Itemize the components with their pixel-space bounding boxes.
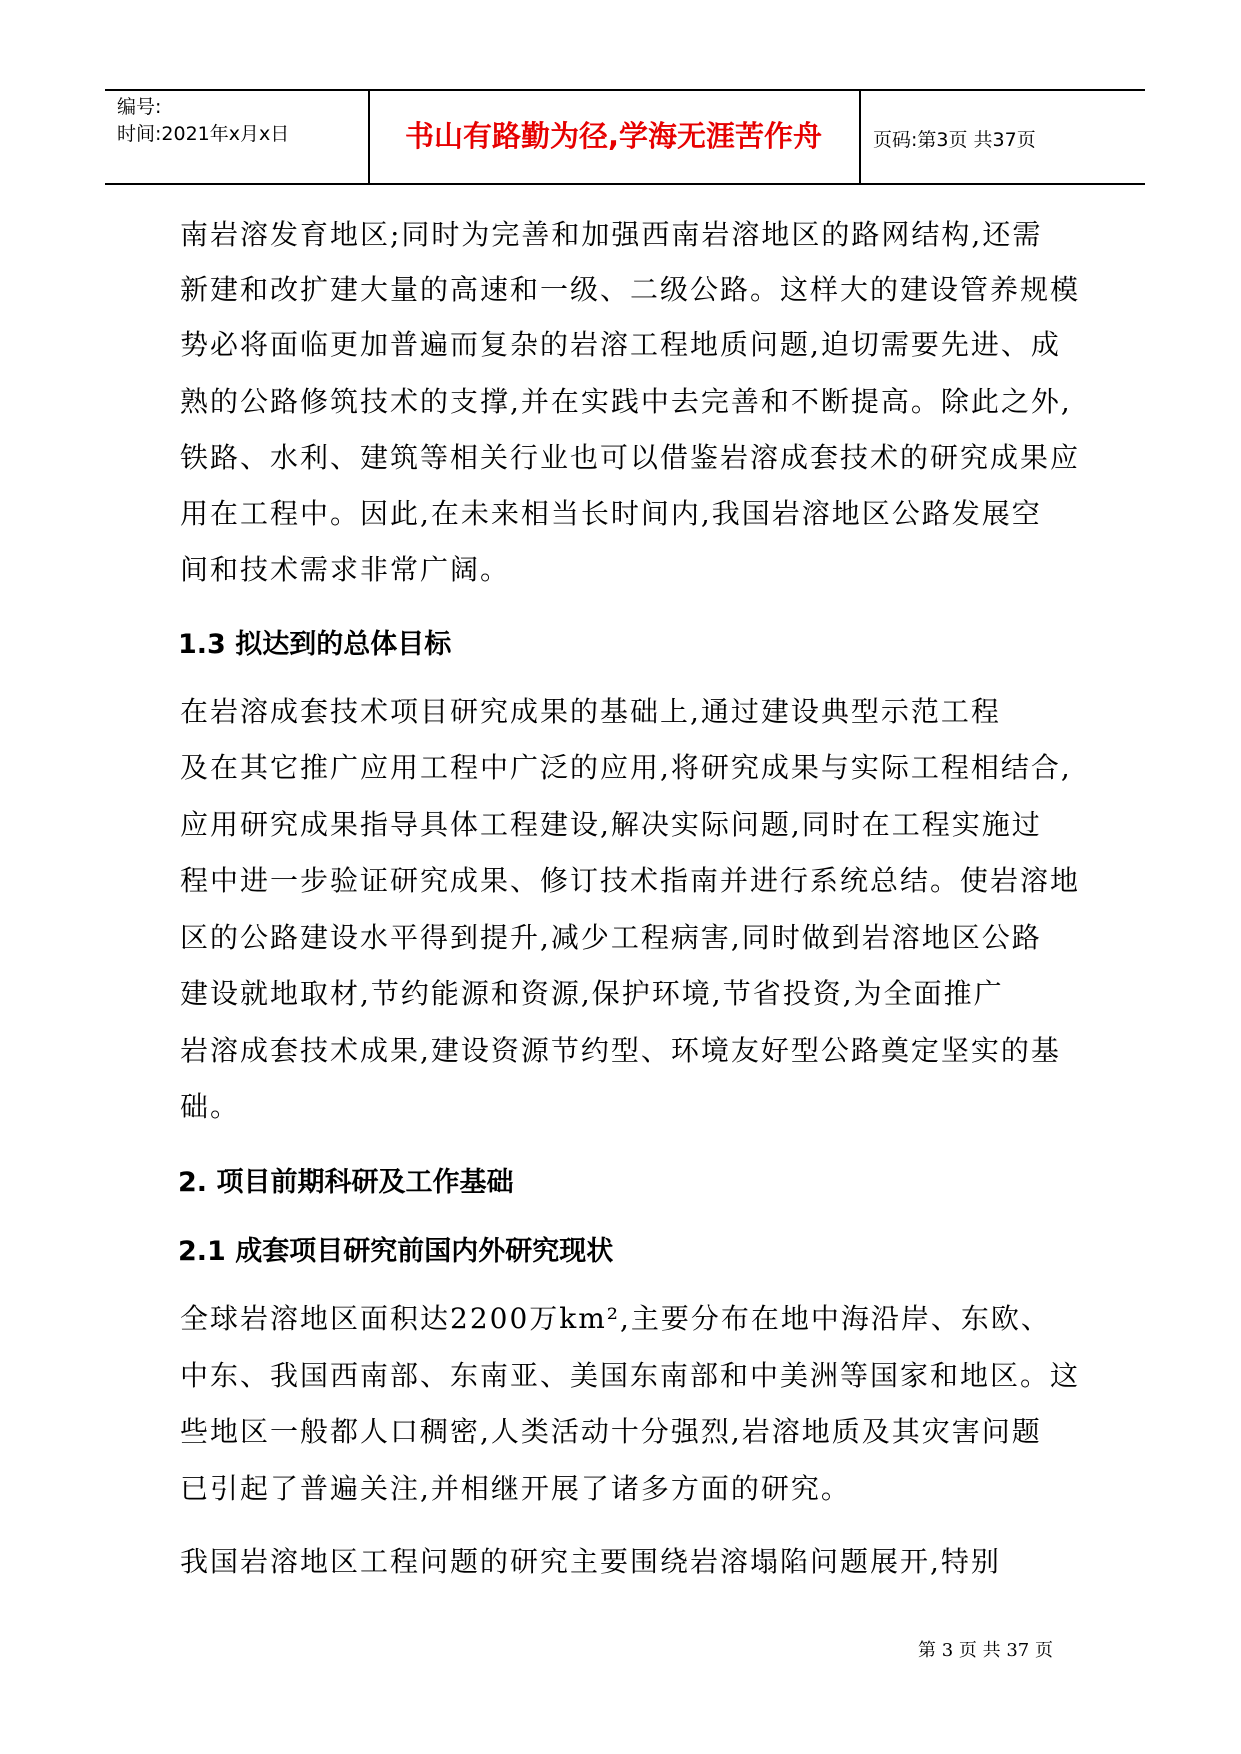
body-line: 岩溶成套技术成果,建设资源节约型、环境友好型公路奠定坚实的基 — [180, 1034, 1061, 1067]
body-line: 应用研究成果指导具体工程建设,解决实际问题,同时在工程实施过 — [180, 808, 1042, 841]
header-motto: 书山有路勤为径,学海无涯苦作舟 — [404, 119, 823, 153]
body-line: 中东、我国西南部、东南亚、美国东南部和中美洲等国家和地区。这 — [180, 1359, 1081, 1392]
body-line: 全球岩溶地区面积达2200万km²,主要分布在地中海沿岸、东欧、 — [180, 1302, 1051, 1335]
header-top-rule — [105, 89, 1145, 91]
header-number-label: 编号: — [117, 96, 162, 118]
body-line: 势必将面临更加普遍而复杂的岩溶工程地质问题,迫切需要先进、成 — [180, 328, 1061, 361]
body-line: 熟的公路修筑技术的支撑,并在实践中去完善和不断提高。除此之外, — [180, 385, 1072, 418]
header-time-label: 时间:2021年x月x日 — [117, 123, 290, 145]
body-line: 程中进一步验证研究成果、修订技术指南并进行系统总结。使岩溶地 — [180, 864, 1081, 897]
section-heading-1-3: 1.3 拟达到的总体目标 — [178, 629, 452, 660]
body-line: 新建和改扩建大量的高速和一级、二级公路。这样大的建设管养规模 — [180, 273, 1081, 306]
body-line: 我国岩溶地区工程问题的研究主要围绕岩溶塌陷问题展开,特别 — [180, 1545, 1001, 1578]
body-line: 间和技术需求非常广阔。 — [180, 553, 511, 586]
body-line: 础。 — [180, 1090, 241, 1123]
body-line: 及在其它推广应用工程中广泛的应用,将研究成果与实际工程相结合, — [180, 751, 1072, 784]
body-line: 建设就地取材,节约能源和资源,保护环境,节省投资,为全面推广 — [180, 977, 1004, 1010]
body-line: 南岩溶发育地区;同时为完善和加强西南岩溶地区的路网结构,还需 — [180, 218, 1043, 251]
footer-page-number: 第 3 页 共 37 页 — [918, 1640, 1053, 1661]
header-bottom-rule — [105, 183, 1145, 185]
body-line: 用在工程中。因此,在未来相当长时间内,我国岩溶地区公路发展空 — [180, 497, 1042, 530]
section-heading-2: 2. 项目前期科研及工作基础 — [178, 1167, 514, 1198]
body-line: 在岩溶成套技术项目研究成果的基础上,通过建设典型示范工程 — [180, 695, 1001, 728]
body-line: 区的公路建设水平得到提升,减少工程病害,同时做到岩溶地区公路 — [180, 921, 1042, 954]
body-line: 已引起了普遍关注,并相继开展了诸多方面的研究。 — [180, 1472, 851, 1505]
body-line: 些地区一般都人口稠密,人类活动十分强烈,岩溶地质及其灾害问题 — [180, 1415, 1042, 1448]
section-heading-2-1: 2.1 成套项目研究前国内外研究现状 — [178, 1236, 614, 1267]
header-divider-right — [859, 89, 861, 183]
header-page-label: 页码:第3页 共37页 — [873, 129, 1036, 151]
body-line: 铁路、水利、建筑等相关行业也可以借鉴岩溶成套技术的研究成果应 — [180, 441, 1081, 474]
